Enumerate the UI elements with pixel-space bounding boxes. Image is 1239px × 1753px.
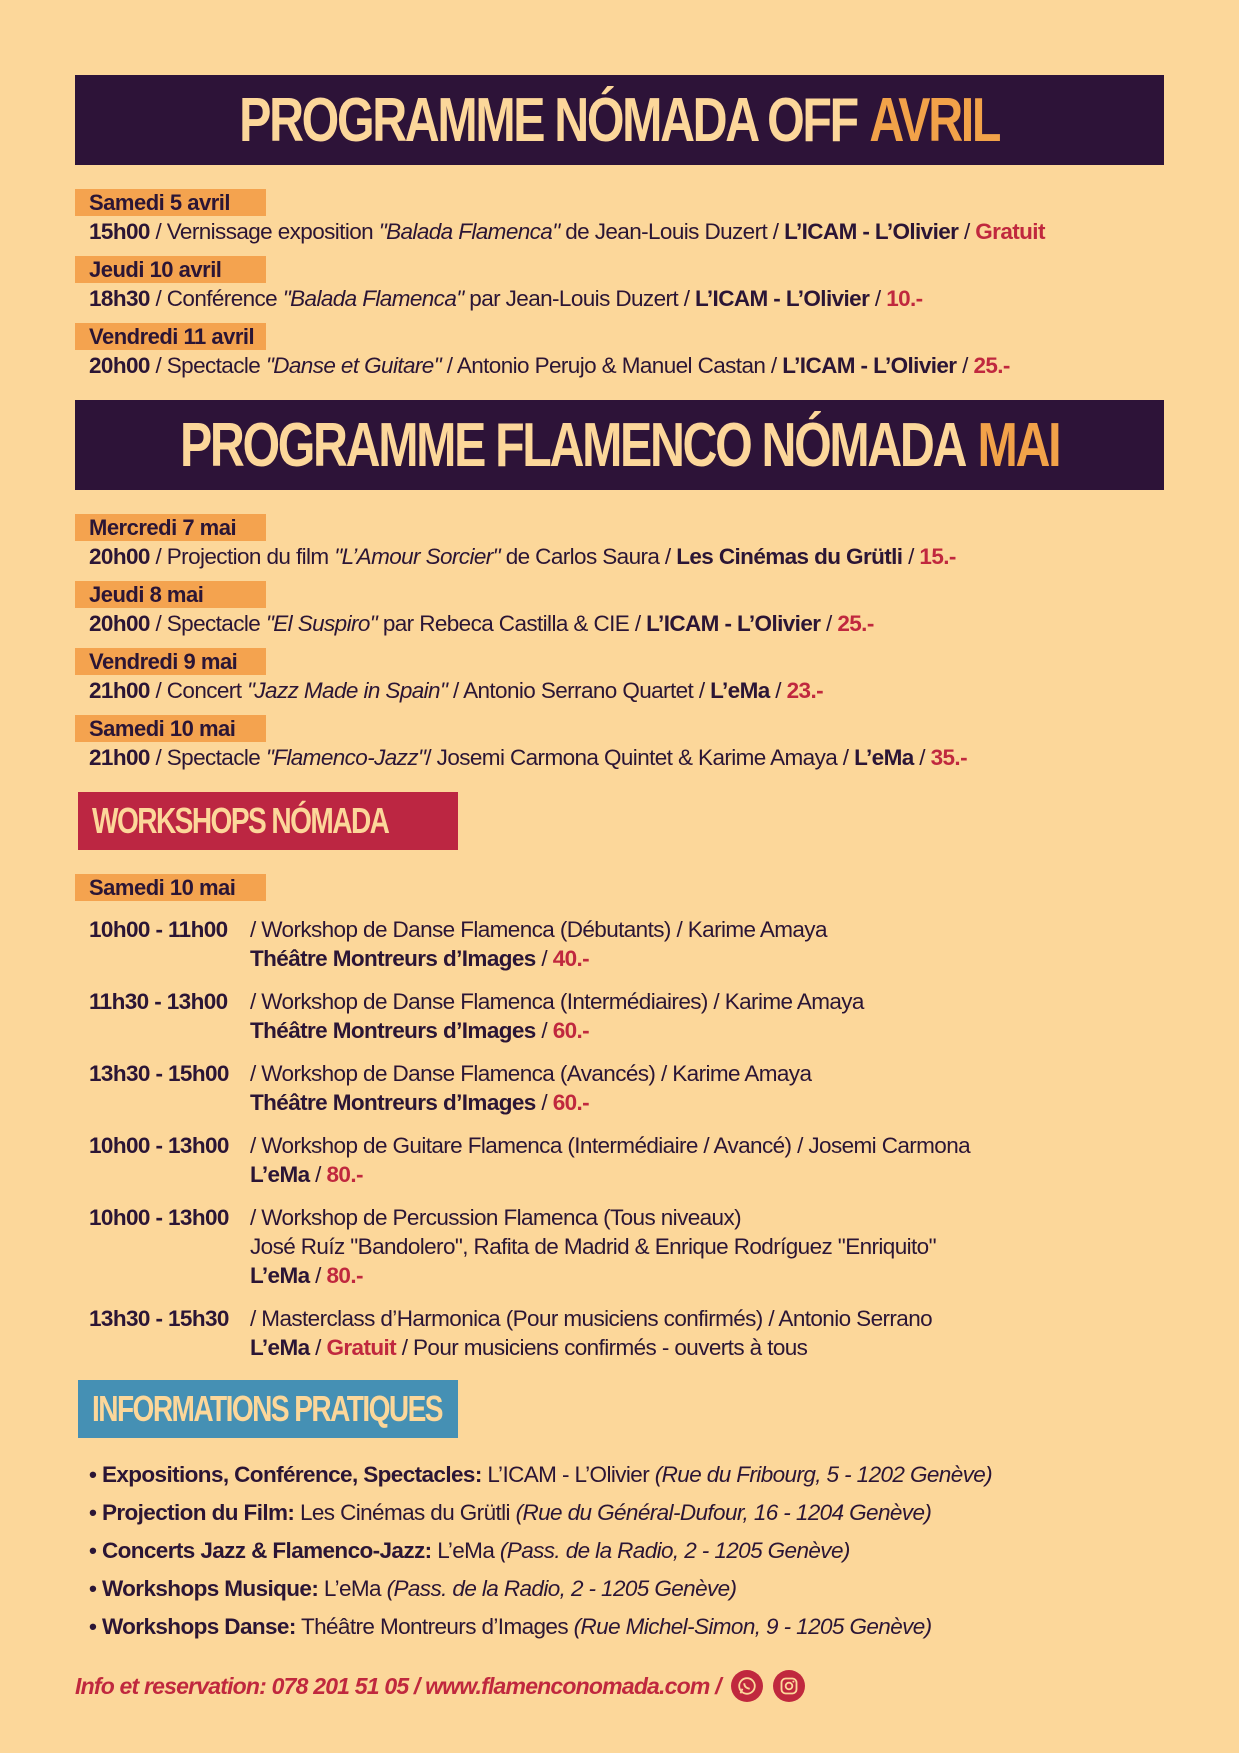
workshop-time: 13h30 - 15h00 bbox=[89, 1061, 229, 1086]
info-place: L’eMa bbox=[431, 1538, 500, 1563]
workshop-spacer bbox=[89, 1160, 250, 1189]
event-venue: L’eMa bbox=[710, 678, 770, 703]
workshop-item bbox=[75, 1203, 1164, 1290]
workshop-row bbox=[75, 1088, 1164, 1117]
event-sep: / bbox=[958, 219, 976, 244]
banner-avril-title: PROGRAMME NÓMADA OFF bbox=[239, 85, 858, 155]
workshop-spacer bbox=[89, 1232, 250, 1261]
event-after: par Jean-Louis Duzert / bbox=[463, 286, 695, 311]
event-title: "Balada Flamenca" bbox=[378, 219, 560, 244]
workshop-tail: / Pour musiciens confirmés - ouverts à tous bbox=[396, 1335, 808, 1360]
event-title: "El Suspiro" bbox=[265, 611, 378, 636]
event-desc: / Vernissage exposition bbox=[149, 219, 379, 244]
event-item bbox=[75, 715, 1164, 774]
bullet-icon: • bbox=[89, 1538, 102, 1563]
event-title: "Jazz Made in Spain" bbox=[247, 678, 448, 703]
event-desc: / Concert bbox=[149, 678, 248, 703]
event-venue: Les Cinémas du Grütli bbox=[676, 544, 903, 569]
event-line bbox=[75, 742, 1164, 774]
event-desc: / Spectacle bbox=[149, 611, 266, 636]
workshop-venue: Théâtre Montreurs d’Images bbox=[250, 946, 536, 971]
event-price: 15.- bbox=[919, 544, 956, 569]
event-venue: L’eMa bbox=[854, 745, 914, 770]
event-date: Vendredi 11 avril bbox=[75, 323, 266, 350]
workshop-price: 60.- bbox=[552, 1018, 590, 1043]
info-place: Les Cinémas du Grütli bbox=[294, 1500, 516, 1525]
info-place: Théâtre Montreurs d’Images bbox=[295, 1614, 574, 1639]
info-address: (Pass. de la Radio, 2 - 1205 Genève) bbox=[386, 1576, 737, 1601]
workshop-item bbox=[75, 1059, 1164, 1117]
workshop-sep: / bbox=[535, 1090, 553, 1115]
banner-mai bbox=[75, 400, 1164, 490]
bullet-icon: • bbox=[89, 1462, 102, 1487]
workshop-desc: / Workshop de Percussion Flamenca (Tous niveaux) bbox=[250, 1205, 742, 1230]
event-sep: / bbox=[820, 611, 838, 636]
event-time: 20h00 bbox=[89, 611, 150, 636]
workshop-venue-line bbox=[250, 944, 1164, 973]
bullet-icon: • bbox=[89, 1614, 102, 1639]
event-line bbox=[75, 350, 1164, 382]
event-desc: / Projection du film bbox=[149, 544, 335, 569]
info-label: Expositions, Conférence, Spectacles: bbox=[101, 1462, 482, 1487]
workshop-spacer bbox=[89, 1016, 250, 1045]
workshop-row bbox=[75, 1131, 1164, 1160]
workshop-teachers: José Ruíz "Bandolero", Rafita de Madrid & Enrique Rodríguez "Enriquito" bbox=[250, 1234, 936, 1259]
workshop-row bbox=[75, 1304, 1164, 1333]
event-after: par Rebeca Castilla & CIE / bbox=[377, 611, 647, 636]
workshop-venue-line bbox=[250, 1016, 1164, 1045]
workshop-spacer bbox=[89, 1261, 250, 1290]
event-line bbox=[75, 608, 1164, 640]
whatsapp-icon[interactable] bbox=[731, 1670, 763, 1702]
workshops-heading bbox=[78, 792, 458, 850]
info-label: Concerts Jazz & Flamenco-Jazz: bbox=[101, 1538, 432, 1563]
event-price: 25.- bbox=[973, 353, 1010, 378]
workshop-item bbox=[75, 915, 1164, 973]
workshop-venue: Théâtre Montreurs d’Images bbox=[250, 1090, 536, 1115]
event-time: 18h30 bbox=[89, 286, 150, 311]
event-title: "Flamenco-Jazz" bbox=[265, 745, 426, 770]
infos-heading-text: INFORMATIONS PRATIQUES bbox=[92, 1388, 442, 1429]
event-sep: / bbox=[956, 353, 974, 378]
event-line bbox=[75, 216, 1164, 248]
workshop-item bbox=[75, 987, 1164, 1045]
workshop-time: 10h00 - 13h00 bbox=[89, 1133, 229, 1158]
info-item bbox=[89, 1608, 1164, 1646]
workshop-venue-line bbox=[250, 1088, 1164, 1117]
event-venue: L’ICAM - L’Olivier bbox=[646, 611, 821, 636]
workshop-row bbox=[75, 1203, 1164, 1232]
event-sep: / bbox=[902, 544, 920, 569]
event-item bbox=[75, 323, 1164, 382]
workshop-price: 40.- bbox=[552, 946, 590, 971]
event-date: Jeudi 10 avril bbox=[75, 256, 266, 283]
event-date: Samedi 5 avril bbox=[75, 189, 266, 216]
workshop-row bbox=[75, 944, 1164, 973]
event-venue: L’ICAM - L’Olivier bbox=[695, 286, 870, 311]
event-sep: / bbox=[913, 745, 931, 770]
event-sep: / bbox=[769, 678, 787, 703]
instagram-icon[interactable] bbox=[773, 1670, 805, 1702]
workshop-venue: Théâtre Montreurs d’Images bbox=[250, 1018, 536, 1043]
workshop-time: 13h30 - 15h30 bbox=[89, 1306, 229, 1331]
event-after: de Carlos Saura / bbox=[500, 544, 677, 569]
banner-avril bbox=[75, 75, 1164, 165]
info-address: (Rue Michel-Simon, 9 - 1205 Genève) bbox=[573, 1614, 932, 1639]
info-label: Projection du Film: bbox=[101, 1500, 295, 1525]
workshop-row bbox=[75, 987, 1164, 1016]
workshop-item bbox=[75, 1304, 1164, 1362]
workshop-sep: / bbox=[535, 1018, 553, 1043]
event-time: 20h00 bbox=[89, 544, 150, 569]
banner-avril-month: AVRIL bbox=[869, 85, 1000, 155]
workshop-venue: L’eMa bbox=[250, 1263, 310, 1288]
workshop-spacer bbox=[89, 1333, 250, 1362]
workshop-time: 10h00 - 11h00 bbox=[89, 917, 228, 942]
event-time: 20h00 bbox=[89, 353, 150, 378]
mai-events bbox=[75, 514, 1164, 774]
workshop-desc: / Workshop de Danse Flamenca (Avancés) / Karime Amaya bbox=[250, 1061, 812, 1086]
workshops-date: Samedi 10 mai bbox=[75, 874, 266, 901]
event-desc: / Spectacle bbox=[149, 745, 266, 770]
event-title: "L’Amour Sorcier" bbox=[334, 544, 501, 569]
event-date: Vendredi 9 mai bbox=[75, 648, 266, 675]
banner-mai-title: PROGRAMME FLAMENCO NÓMADA bbox=[179, 410, 965, 480]
event-after: / Antonio Serrano Quartet / bbox=[447, 678, 711, 703]
workshop-venue: L’eMa bbox=[250, 1162, 310, 1187]
workshop-venue: L’eMa bbox=[250, 1335, 310, 1360]
workshop-venue-line bbox=[250, 1160, 1164, 1189]
event-time: 21h00 bbox=[89, 678, 150, 703]
banner-mai-month: MAI bbox=[977, 410, 1060, 480]
workshop-price: 80.- bbox=[326, 1263, 363, 1288]
footer bbox=[75, 1670, 1164, 1702]
workshop-price: 60.- bbox=[552, 1090, 590, 1115]
workshop-row bbox=[75, 1333, 1164, 1362]
infos-list bbox=[75, 1456, 1164, 1646]
workshop-spacer bbox=[89, 944, 250, 973]
event-price: 23.- bbox=[786, 678, 823, 703]
workshop-desc: / Workshop de Guitare Flamenca (Intermédiaire / Avancé) / Josemi Carmona bbox=[250, 1133, 971, 1158]
event-item bbox=[75, 189, 1164, 248]
bullet-icon: • bbox=[89, 1500, 102, 1525]
workshop-sep: / bbox=[535, 946, 553, 971]
event-desc: / Conférence bbox=[149, 286, 283, 311]
workshop-row bbox=[75, 1261, 1164, 1290]
info-place: L’eMa bbox=[318, 1576, 387, 1601]
event-after: / Josemi Carmona Quintet & Karime Amaya / bbox=[425, 745, 855, 770]
workshop-item bbox=[75, 1131, 1164, 1189]
workshop-row bbox=[75, 1160, 1164, 1189]
info-item bbox=[89, 1532, 1164, 1570]
program-page bbox=[75, 75, 1164, 1702]
workshop-desc: / Workshop de Danse Flamenca (Intermédiaires) / Karime Amaya bbox=[250, 989, 864, 1014]
workshop-sep: / bbox=[309, 1335, 327, 1360]
info-address: (Rue du Général-Dufour, 16 - 1204 Genève) bbox=[515, 1500, 932, 1525]
avril-events bbox=[75, 189, 1164, 382]
event-date: Jeudi 8 mai bbox=[75, 581, 266, 608]
event-title: "Danse et Guitare" bbox=[265, 353, 442, 378]
event-venue: L’ICAM - L’Olivier bbox=[782, 353, 957, 378]
info-address: (Pass. de la Radio, 2 - 1205 Genève) bbox=[499, 1538, 850, 1563]
event-after: de Jean-Louis Duzert / bbox=[559, 219, 785, 244]
workshops-section bbox=[75, 874, 1164, 1362]
event-item bbox=[75, 256, 1164, 315]
event-date: Mercredi 7 mai bbox=[75, 514, 266, 541]
infos-heading bbox=[78, 1380, 458, 1438]
info-item bbox=[89, 1570, 1164, 1608]
info-label: Workshops Danse: bbox=[101, 1614, 296, 1639]
workshops-list bbox=[75, 915, 1164, 1362]
event-price: 25.- bbox=[837, 611, 874, 636]
workshop-desc: / Masterclass d’Harmonica (Pour musiciens confirmés) / Antonio Serrano bbox=[250, 1306, 933, 1331]
workshop-venue-line bbox=[250, 1333, 1164, 1362]
workshop-desc: / Workshop de Danse Flamenca (Débutants) / Karime Amaya bbox=[250, 917, 827, 942]
event-price: 10.- bbox=[886, 286, 923, 311]
workshop-row bbox=[75, 915, 1164, 944]
event-venue: L’ICAM - L’Olivier bbox=[784, 219, 959, 244]
workshop-sep: / bbox=[309, 1263, 327, 1288]
info-place: L’ICAM - L’Olivier bbox=[481, 1462, 655, 1487]
event-title: "Balada Flamenca" bbox=[282, 286, 464, 311]
workshop-sep: / bbox=[309, 1162, 327, 1187]
event-item bbox=[75, 581, 1164, 640]
workshops-heading-text: WORKSHOPS NÓMADA bbox=[92, 800, 389, 841]
workshop-spacer bbox=[89, 1088, 250, 1117]
event-price: Gratuit bbox=[975, 219, 1045, 244]
workshop-price: Gratuit bbox=[326, 1335, 397, 1360]
event-item bbox=[75, 648, 1164, 707]
workshop-time: 11h30 - 13h00 bbox=[89, 989, 228, 1014]
event-date: Samedi 10 mai bbox=[75, 715, 266, 742]
event-line bbox=[75, 541, 1164, 573]
footer-contact[interactable]: Info et reservation: 078 201 51 05 / www.flamenconomada.com / bbox=[75, 1672, 721, 1699]
workshop-venue-line bbox=[250, 1261, 1164, 1290]
info-label: Workshops Musique: bbox=[101, 1576, 319, 1601]
event-after: / Antonio Perujo & Manuel Castan / bbox=[441, 353, 783, 378]
workshop-time: 10h00 - 13h00 bbox=[89, 1205, 229, 1230]
event-time: 21h00 bbox=[89, 745, 150, 770]
event-item bbox=[75, 514, 1164, 573]
event-sep: / bbox=[869, 286, 887, 311]
workshop-price: 80.- bbox=[326, 1162, 363, 1187]
info-address: (Rue du Fribourg, 5 - 1202 Genève) bbox=[654, 1462, 993, 1487]
workshop-row bbox=[75, 1059, 1164, 1088]
workshop-row bbox=[75, 1232, 1164, 1261]
bullet-icon: • bbox=[89, 1576, 102, 1601]
event-desc: / Spectacle bbox=[149, 353, 266, 378]
event-time: 15h00 bbox=[89, 219, 150, 244]
event-line bbox=[75, 283, 1164, 315]
workshop-row bbox=[75, 1016, 1164, 1045]
event-price: 35.- bbox=[930, 745, 967, 770]
info-item bbox=[89, 1494, 1164, 1532]
event-line bbox=[75, 675, 1164, 707]
info-item bbox=[89, 1456, 1164, 1494]
